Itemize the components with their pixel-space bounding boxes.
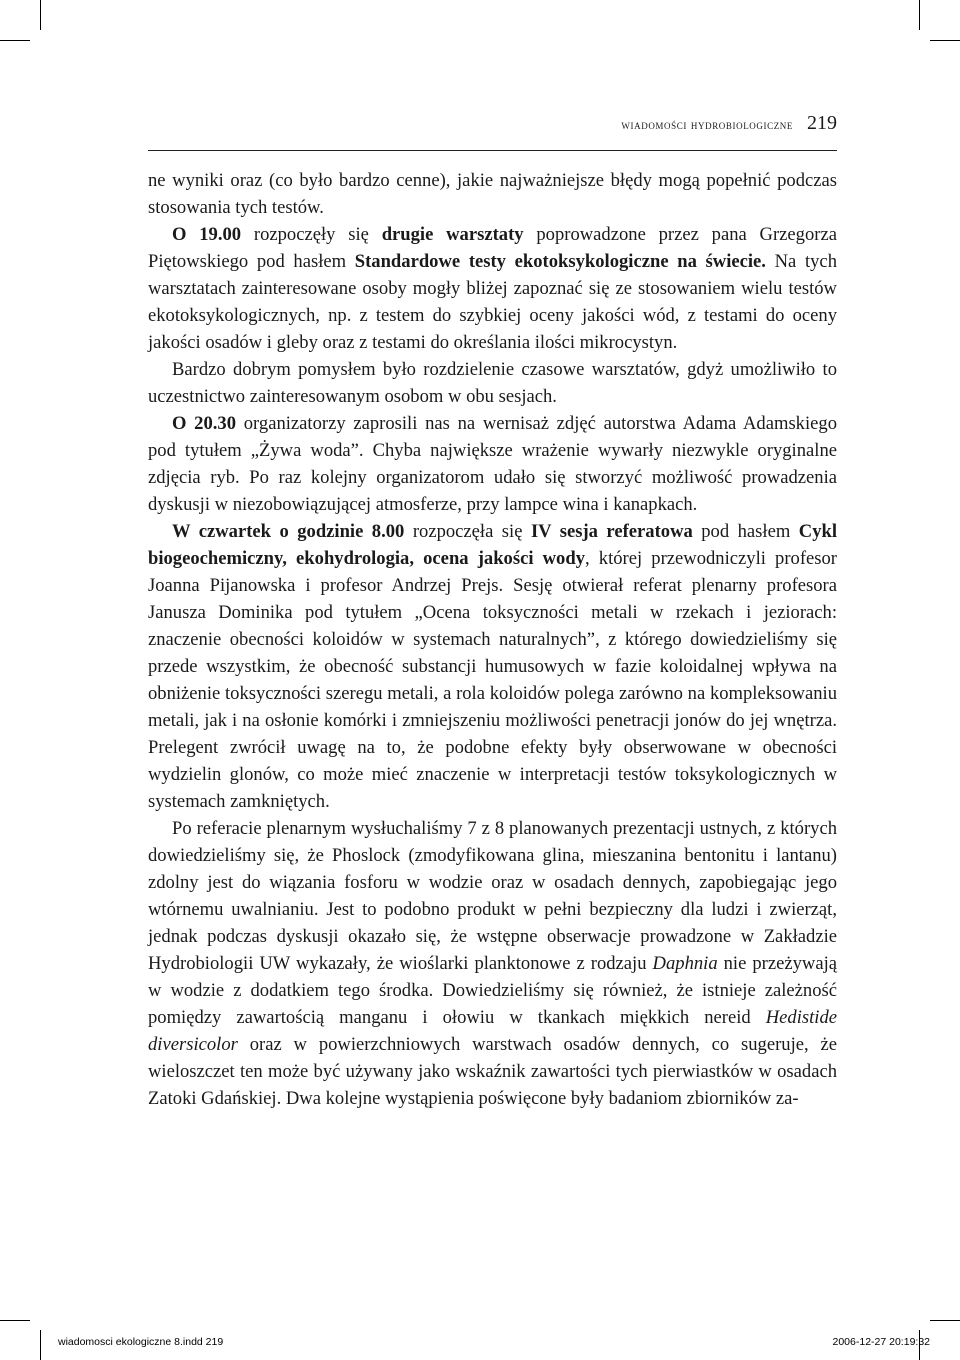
paragraph: W czwartek o godzinie 8.00 rozpoczęła się IV sesja referatowa pod hasłem Cykl biogeochemiczny, ekohydrologia, ocena jakości wody, której przewodniczyli profesor Joanna Pijanowska i profesor Andrzej Prejs. Sesję otwierał referat plenarny profesora Janusza Dominika pod tytułem „Ocena toksyczności metali w rzekach i jeziorach: znaczenie obecności koloidów w systemach naturalnych”, z którego dowiedzieliśmy się przede wszystkim, że obecność substancji humusowych w fazie koloidalnej wpływa na obniżenie toksyczności szeregu metali, a rola koloidów polega zarówno na kompleksowaniu metali, jak i na osłonie komórki i zmniejszeniu możliwości penetracji jonów do jej wnętrza. Prelegent zwrócił uwagę na to, że podobne efekty były obserwowane w obecności wydzielin glonów, co może mieć znaczenie w interpretacji testów toksykologicznych w systemach zamkniętych. [148,521,837,812]
time-label: O 19.00 [172,224,242,245]
crop-mark [40,1330,41,1360]
crop-mark [0,1320,30,1321]
paragraph: ne wyniki oraz (co było bardzo cenne), jakie najważniejsze błędy mogą popełnić podczas stosowania tych testów. [148,170,837,218]
paragraph: Po referacie plenarnym wysłuchaliśmy 7 z 8 planowanych prezentacji ustnych, z których dowiedzieliśmy się, że Phoslock (zmodyfikowana glina, mieszanina bentonitu i lantanu) zdolny jest do wiązania fosforu w wodzie oraz w osadach dennych, zapobiegając jego wtórnemu uwalnianiu. Jest to podobno produkt w pełni bezpieczny dla ludzi i zwierząt, jednak podczas dyskusji okazało się, że wstępne obserwacje prowadzone w Zakładzie Hydrobiologii UW wykazały, że wioślarki planktonowe z rodzaju Daphnia nie przeżywają w wodzie z dodatkiem tego środka. Dowiedzieliśmy się również, że istnieje zależność pomiędzy zawartością manganu i ołowiu w tkankach miękkich nereid Hedistide diversicolor oraz w powierzchniowych warstwach osadów dennych, co sugeruje, że wieloszczet ten może być używany jako wskaźnik zawartości tych pierwiastków w osadach Zatoki Gdańskiej. Dwa kolejne wystąpienia poświęcone były badaniom zbiorników za- [148,818,838,1109]
print-slug [58,1336,930,1348]
slug-timestamp: 2006-12-27 20:19:32 [832,1336,930,1348]
header-rule [148,150,837,151]
page-number: 219 [807,112,837,134]
crop-mark [930,1320,960,1321]
journal-title: wiadomości hydrobiologiczne [621,117,793,132]
species-name: Daphnia [652,953,718,974]
crop-mark [930,40,960,41]
paragraph: O 19.00 rozpoczęły się drugie warsztaty poprowadzone przez pana Grzegorza Piętowskiego pod hasłem Standardowe testy ekotoksykologiczne na świecie. Na tych warsztatach zainteresowane osoby mogły bliżej zapoznać się ze stosowaniem wielu testów ekotoksykologicznych, np. z testem do szybkiej oceny jakości wód, z testami do oceny jakości osadów i gleby oraz z testami do określania ilości mikrocystyn. [148,224,837,353]
time-label: O 20.30 [172,413,237,434]
paragraph: O 20.30 organizatorzy zaprosili nas na wernisaż zdjęć autorstwa Adama Adamskiego pod tytułem „Żywa woda”. Chyba największe wrażenie wywarły niezwykle oryginalne zdjęcia ryb. Po raz kolejny organizatorom udało się stworzyć możliwość prowadzenia dyskusji w niezobowiązującej atmosferze, przy lampce wina i kanapkach. [148,413,837,515]
species-name: Hedistide diversicolor [148,1007,837,1055]
crop-mark [0,40,30,41]
crop-mark [919,0,920,30]
running-header [148,112,837,135]
slug-file: wiadomosci ekologiczne 8.indd 219 [58,1336,224,1348]
crop-mark [40,0,41,30]
article-body [148,167,837,1112]
paragraph: Bardzo dobrym pomysłem było rozdzielenie czasowe warsztatów, gdyż umożliwiło to uczestnictwo zainteresowanym osobom w obu sesjach. [148,359,837,407]
